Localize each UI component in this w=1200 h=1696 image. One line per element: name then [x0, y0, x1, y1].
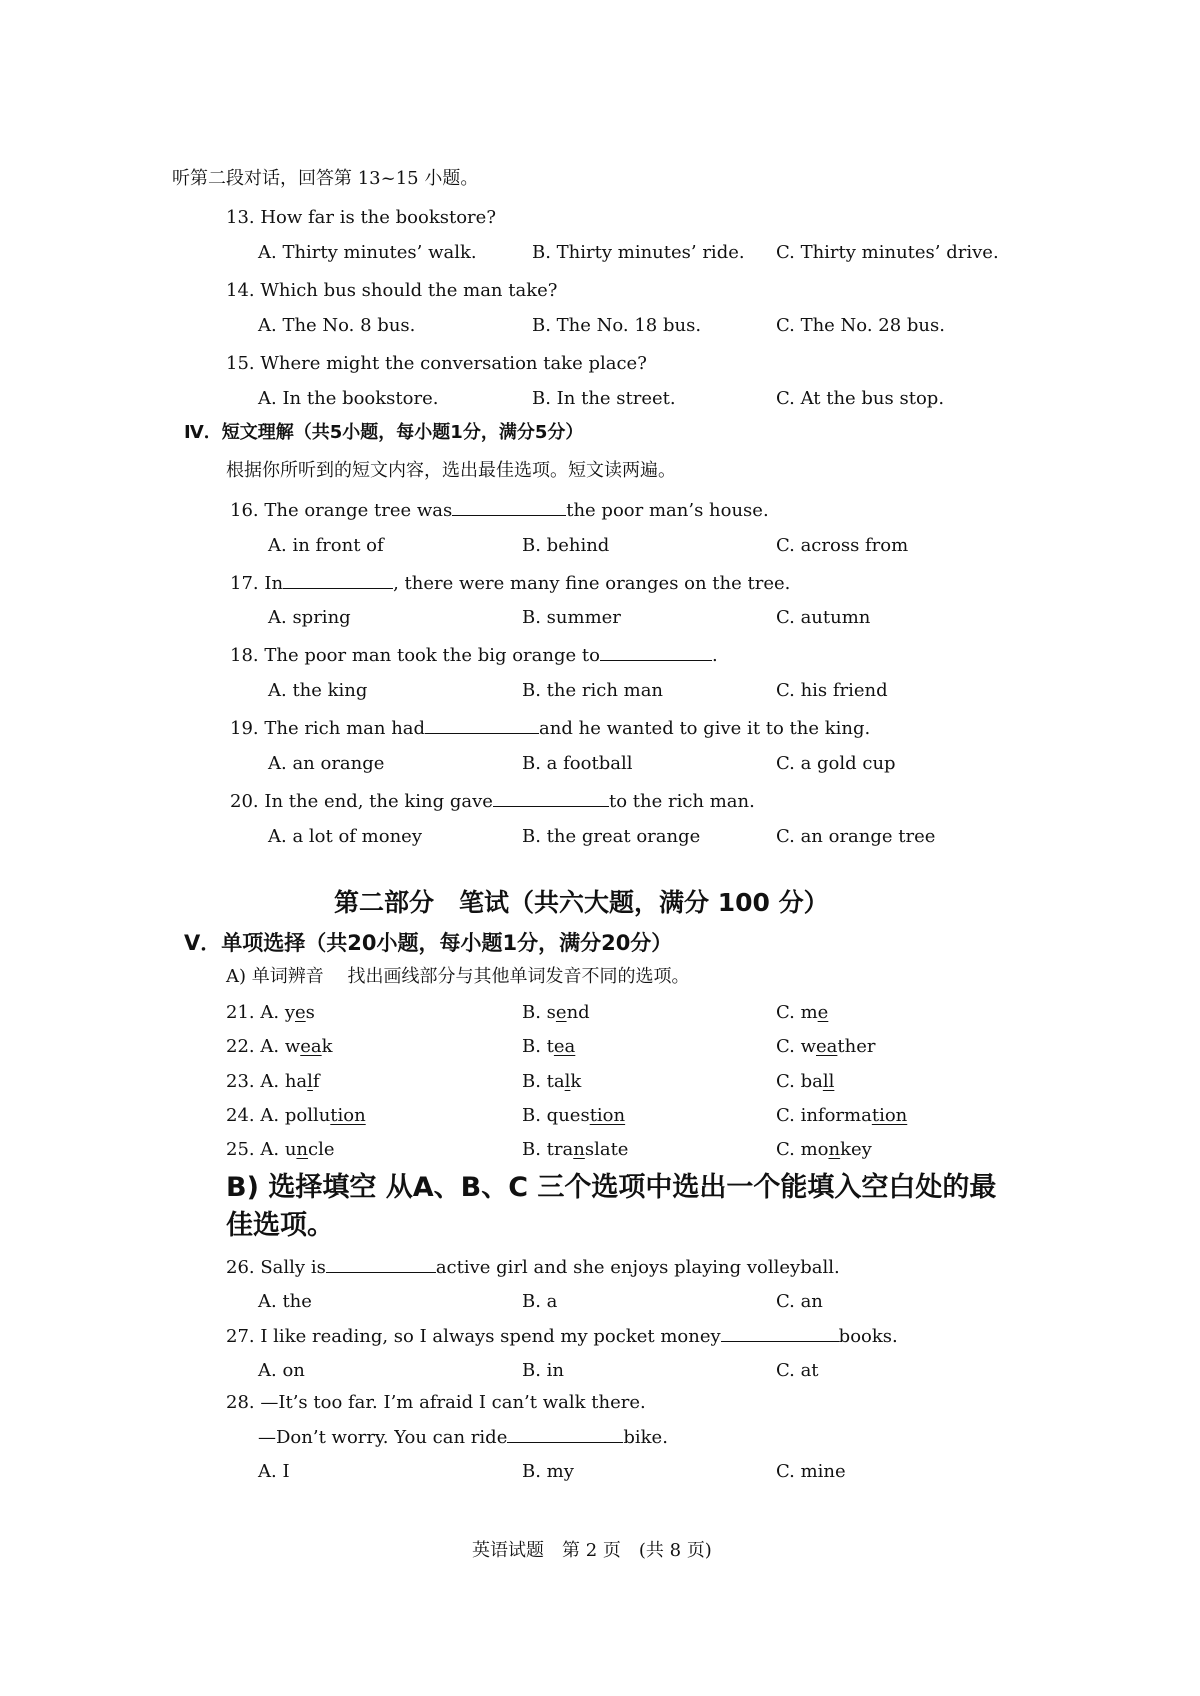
question-18 — [230, 644, 718, 667]
question-26 — [226, 1256, 840, 1279]
page-footer: 英语试题 第 2 页 (共 8 页) — [472, 1540, 712, 1561]
q16-stem-start: 16. The orange tree was — [230, 500, 453, 521]
answer-blank — [507, 1426, 623, 1443]
q17-option-c: C. autumn — [776, 607, 871, 628]
question-28: 28. —It’s too far. I’m afraid I can’t walk there. — [226, 1392, 646, 1413]
q17-stem-start: 17. In — [230, 573, 284, 594]
answer-blank — [721, 1325, 839, 1342]
q18-option-a: A. the king — [268, 680, 368, 701]
q28-option-c: C. mine — [776, 1461, 846, 1482]
q27-stem-start: 27. I like reading, so I always spend my pocket money — [226, 1326, 721, 1347]
q14-option-c: C. The No. 28 bus. — [776, 315, 945, 336]
q18-stem-start: 18. The poor man took the big orange to — [230, 645, 600, 666]
question-15: 15. Where might the conversation take place? — [226, 353, 647, 374]
q17-option-a: A. spring — [268, 607, 351, 628]
question-16 — [230, 499, 769, 522]
sub-b-instruction-line-2: 佳选项。 — [226, 1210, 334, 1241]
q13-option-b: B. Thirty minutes’ ride. — [532, 242, 745, 263]
q27-option-a: A. on — [258, 1360, 305, 1381]
q26-option-a: A. the — [258, 1291, 312, 1312]
q17-option-b: B. summer — [522, 607, 621, 628]
q18-option-c: C. his friend — [776, 680, 888, 701]
q27-stem-end: books. — [838, 1326, 898, 1347]
q17-stem-end: , there were many fine oranges on the tree. — [393, 573, 791, 594]
q21-option-a: 21. A. yes — [226, 1002, 315, 1023]
q14-option-b: B. The No. 18 bus. — [532, 315, 702, 336]
q20-option-c: C. an orange tree — [776, 826, 936, 847]
q18-stem-end: . — [711, 645, 718, 666]
answer-blank — [326, 1256, 436, 1273]
answer-blank — [452, 499, 566, 516]
q28-option-b: B. my — [522, 1461, 574, 1482]
answer-blank — [283, 572, 393, 589]
question-14: 14. Which bus should the man take? — [226, 280, 558, 301]
q16-stem-end: the poor man’s house. — [566, 500, 769, 521]
q27-option-c: C. at — [776, 1360, 819, 1381]
q16-option-a: A. in front of — [268, 535, 384, 556]
q23-option-b: B. talk — [522, 1071, 582, 1092]
q16-option-b: B. behind — [522, 535, 610, 556]
q19-stem-start: 19. The rich man had — [230, 718, 426, 739]
q25-option-a: 25. A. uncle — [226, 1139, 335, 1160]
question-13: 13. How far is the bookstore? — [226, 207, 496, 228]
q19-stem-end: and he wanted to give it to the king. — [539, 718, 871, 739]
q15-option-c: C. At the bus stop. — [776, 388, 945, 409]
q19-option-a: A. an orange — [268, 753, 385, 774]
answer-blank — [493, 790, 609, 807]
q24-option-b: B. question — [522, 1105, 626, 1126]
question-20 — [230, 790, 755, 813]
q16-option-c: C. across from — [776, 535, 909, 556]
question-28-reply — [258, 1426, 668, 1449]
q22-option-b: B. tea — [522, 1036, 576, 1057]
q26-stem-start: 26. Sally is — [226, 1257, 326, 1278]
section-4-instruction: 根据你所听到的短文内容，选出最佳选项。短文读两遍。 — [226, 460, 676, 481]
dialogue-intro: 听第二段对话，回答第 13~15 小题。 — [172, 168, 479, 189]
q21-option-c: C. me — [776, 1002, 829, 1023]
q14-option-a: A. The No. 8 bus. — [258, 315, 416, 336]
q13-option-c: C. Thirty minutes’ drive. — [776, 242, 999, 263]
q27-option-b: B. in — [522, 1360, 565, 1381]
q20-option-a: A. a lot of money — [268, 826, 422, 847]
q23-option-a: 23. A. half — [226, 1071, 320, 1092]
section-5-heading: Ⅴ．单项选择（共20小题，每小题1分，满分20分） — [184, 931, 673, 955]
question-27 — [226, 1325, 898, 1348]
q13-option-a: A. Thirty minutes’ walk. — [258, 242, 477, 263]
q28-option-a: A. I — [258, 1461, 290, 1482]
q20-stem-end: to the rich man. — [608, 791, 755, 812]
sub-b-instruction-line-1: B) 选择填空 从A、B、C 三个选项中选出一个能填入空白处的最 — [226, 1172, 997, 1203]
part-2-title: 第二部分 笔试（共六大题，满分 100 分） — [334, 888, 829, 917]
q20-option-b: B. the great orange — [522, 826, 701, 847]
q24-option-a: 24. A. pollution — [226, 1105, 366, 1126]
q25-option-c: C. monkey — [776, 1139, 872, 1160]
q26-stem-end: active girl and she enjoys playing volleyball. — [435, 1257, 840, 1278]
q18-option-b: B. the rich man — [522, 680, 664, 701]
q21-option-b: B. send — [522, 1002, 590, 1023]
question-19 — [230, 717, 870, 740]
answer-blank — [425, 717, 539, 734]
question-17 — [230, 572, 790, 595]
q28-stem-end: bike. — [623, 1427, 668, 1448]
q25-option-b: B. translate — [522, 1139, 629, 1160]
q19-option-c: C. a gold cup — [776, 753, 896, 774]
q15-option-a: A. In the bookstore. — [258, 388, 439, 409]
q22-option-a: 22. A. weak — [226, 1036, 333, 1057]
q19-option-b: B. a football — [522, 753, 633, 774]
q26-option-b: B. a — [522, 1291, 558, 1312]
section-4-heading: Ⅳ．短文理解（共5小题，每小题1分，满分5分） — [184, 422, 584, 443]
q15-option-b: B. In the street. — [532, 388, 676, 409]
q20-stem-start: 20. In the end, the king gave — [230, 791, 493, 812]
q23-option-c: C. ball — [776, 1071, 835, 1092]
q24-option-c: C. information — [776, 1105, 908, 1126]
sub-a-instruction: A) 单词辨音 找出画线部分与其他单词发音不同的选项。 — [226, 966, 690, 987]
q22-option-c: C. weather — [776, 1036, 876, 1057]
q26-option-c: C. an — [776, 1291, 823, 1312]
answer-blank — [600, 644, 712, 661]
q28-stem-start: —Don’t worry. You can ride — [258, 1427, 508, 1448]
